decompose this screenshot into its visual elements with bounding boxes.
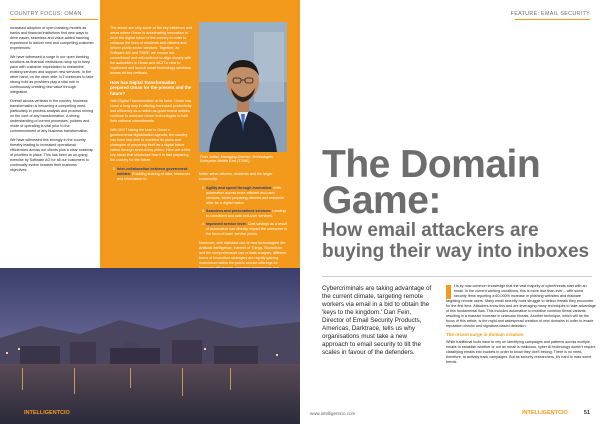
left-column-2	[110, 26, 192, 186]
page-header-right: FEATURE: EMAIL SECURITY	[510, 11, 590, 17]
list-item	[199, 172, 289, 182]
article-body	[446, 284, 596, 368]
list-item-text: Cost savings as a result of automation can directly impact the consumer in the form of lower service prices.	[206, 222, 288, 236]
city-illustration	[0, 268, 300, 424]
list-item-text: Leading to consistent and safe end-user services.	[206, 209, 286, 218]
paragraph: The above are only some of the key initiatives and areas where Oman is accelerating innovation to drive the digital future of the country in order to enhance the lives of residents and citizens and deliver public sector services. Together, as Software AG and TSME, we ensure our commitment and will continue to align closely with the authorities in Oman and MCIT's view to implement and launch smart technology solutions across all key verticals.	[110, 26, 192, 75]
footer-url: www.intelligentcio.com	[310, 411, 356, 416]
header-rule	[515, 19, 590, 20]
drop-cap	[446, 285, 451, 299]
list-item	[117, 167, 192, 182]
paragraph: We have witnessed a surge in our open banking solutions as financial institutions ramp up to keep pace with customer expectation to streamline existing services and support new services. In the other hand, on the other side, IoT continues to take strong hold as providers play a vital role in continuously creating new value through integration.	[10, 55, 94, 94]
paragraph: With MCIT taking the lead in Oman's governmental digitalisation agenda, the country has been fast able to manifest its plans and strategies of preparing itself as a digital future nation through several key pillars. Here are a few key areas that showcase how it is fast preparing the country for the future.	[110, 128, 191, 163]
list-item-text: better serve citizens, residents and the larger community.	[199, 172, 273, 181]
list-item-title: Agility and speed through innovation:	[206, 186, 273, 190]
portrait-illustration	[199, 22, 287, 152]
photo-caption: Firas Jaffari, Managing Director, Technologies Enterprise Middle East (TSME)	[200, 155, 273, 164]
intro-paragraph	[446, 284, 596, 329]
left-column-1	[10, 26, 94, 177]
section-heading: The recent surge in domain creation	[446, 332, 524, 337]
list-item-text: Enabling sharing of data, resources and information to	[117, 172, 191, 182]
brand-logo-right: INTELLIGENTCIO	[522, 410, 568, 416]
list-item	[206, 209, 289, 219]
page-number-left: 50	[10, 410, 17, 416]
paragraph: Overall across verticals in the country, business transformation is becoming a compelling need, particularly in process analysis and process mining on the core of any transformation. A strong understanding of current processes, policies and mode of operating is vital prior to the commencement of any business transformation.	[10, 99, 94, 133]
paragraph: We have witnessed this strongly in the country thereby leading to increased operational efficiencies across our clients plus a clear roadmap of priorities in place. This has been an on-going exercise by Software AG for all our customers to continually evolve towards their business objectives.	[10, 138, 94, 172]
right-page	[300, 0, 600, 424]
numbered-list-continued	[199, 172, 289, 182]
list-item-text: With automation across more efficient end-user services, better preparing citizens and residents alike for a digital nation.	[206, 186, 285, 205]
portrait-photo	[199, 22, 287, 152]
header-rule	[10, 19, 98, 20]
numbered-list	[199, 186, 289, 237]
list-item-title: Seamless and personalised services:	[206, 209, 272, 213]
list-item	[206, 186, 289, 206]
city-night-photo	[0, 268, 300, 424]
brand-logo-left: INTELLIGENTCIO	[24, 410, 70, 416]
paragraph: increased adoption of open banking models as banks and financial institutions find new ways to drive easier, seamless and value-added banking experience to deliver new and compelling customer experiences.	[10, 26, 94, 50]
section-heading: How has Digital Transformation prepared Oman for the present and the future?	[110, 80, 192, 96]
page-number-right: 51	[583, 410, 590, 416]
article-title: The Domain Game:	[322, 143, 541, 222]
paragraph: With Digital Transformation at its helm, Oman has come a long way in offering increased productivity and efficiency as a nation as government entities continue to embrace newer technologies to fulfil their national commitments.	[110, 99, 192, 124]
intro-text: t is by now common knowledge that the vast majority of cyberthreats start with an email. In the current working conditions, this is more true than ever – with some security firms reporting a 60,000% increase in phishing websites and malware targeting remote users. Many email security tools struggle to detect threats they encounter for the first time. Attackers know this and are leveraging many techniques to take advantage of this fundamental flaw. This includes automation to mobilise common threat variants, resulting in a massive increase in unknown threats. Another technique, which will be the focus of this article, is the rapid and widespread creation of new domains in order to evade reputation checks and signature-based detection.	[446, 284, 596, 328]
paragraph: While traditional tools have to rely on identifying campaigns and patterns across multiple emails to establish whether or not an email is malicious, cyber AI technology doesn't require classifying emails into buckets in order to know they don't belong. There is no need, therefore, to actively track campaigns. But as security researchers, it's hard to miss some trends.	[446, 340, 596, 364]
article-subtitle: How email attackers are buying their way into inboxes	[322, 220, 590, 262]
list-item-title: Inter-collaboration between government entities:	[117, 167, 188, 177]
page-header-left: COUNTRY FOCUS: OMAN	[10, 11, 82, 17]
article-standfirst: Cybercriminals are taking advantage of the current climate, targeting remote workers via email in a bid to obtain the 'keys to the kingdom.' Dan Fein, Director of Email Security Products, Americas, Darktrace, tells us why organisations must take a new approach to email security to tilt the scales in favour of the defenders.	[322, 285, 432, 356]
title-divider	[322, 276, 592, 277]
list-item	[206, 222, 289, 237]
list-item-title: Improved service level:	[206, 222, 247, 226]
numbered-list	[110, 167, 192, 182]
paragraph: Moreover, with standard use of new technologies like Artificial Intelligence, Internet of Things, Blockchain and the comprehensive use of data analysis, different forms of innovation strategies are rapidly gaining momentum within the public service offerings for	[199, 241, 287, 265]
